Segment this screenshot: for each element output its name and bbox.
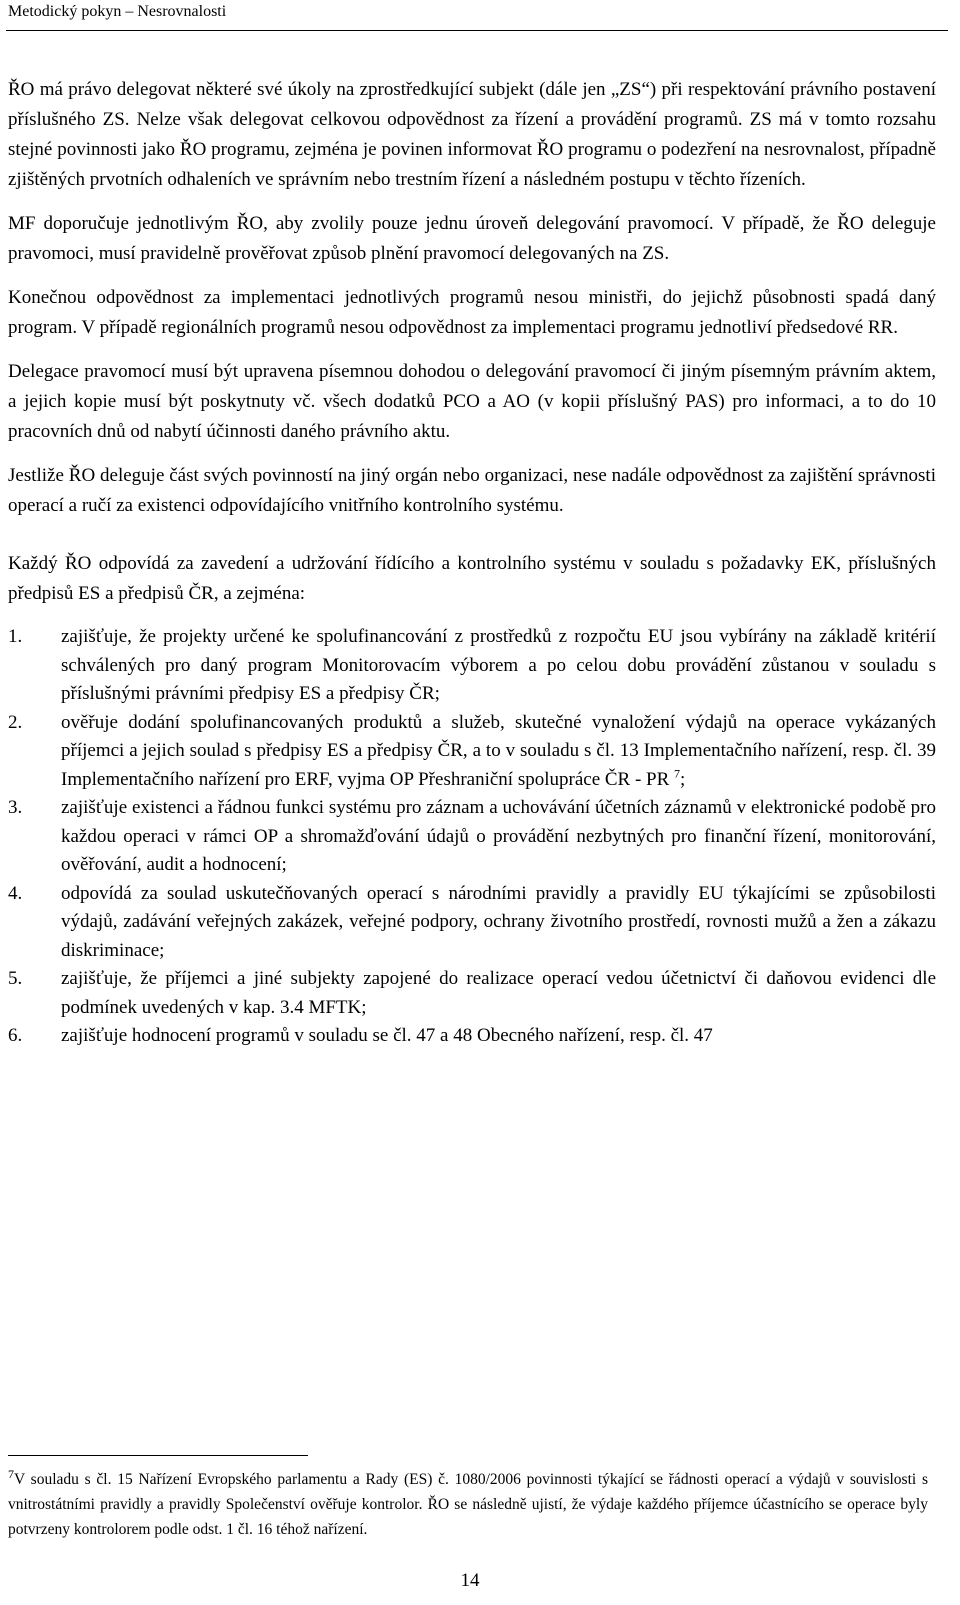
paragraph-final-responsibility: Konečnou odpovědnost za implementaci jednotlivých programů nesou ministři, do jejichž působnosti spadá daný program. V případě regionálních programů nesou odpovědnost za implementaci programu jednotliví předsedové RR.: [8, 287, 936, 338]
list-text: ověřuje dodání spolufinancovaných produktů a služeb, skutečné vynaložení výdajů na operace vykázaných příjemci a jejich soulad s předpisy ES a předpisy ČR, a to v souladu s čl. 13 Implementačního nařízení, resp. čl. 39 Implementačního nařízení pro ERF, vyjma OP Přeshraniční spolupráce ČR - PR: [61, 711, 936, 790]
list-item: [8, 794, 936, 880]
footnote-reference[interactable]: 7: [674, 766, 681, 781]
list-item: [8, 1022, 936, 1051]
footnote-mark: 7: [8, 1466, 14, 1481]
list-text-end: ;: [680, 768, 686, 790]
list-number: 5.: [8, 968, 23, 989]
page-number: 14: [460, 1570, 480, 1591]
footnote-text: V souladu s čl. 15 Nařízení Evropského parlamentu a Rady (ES) č. 1080/2006 povinnosti týkající se řádnosti operací a výdajů v souvislosti s vnitrostátními pravidly a pravidly Společenství ověřuje kontrolor. ŘO se následně ujistí, že výdaje každého příjemce účastnícího se operace byly potvrzeny kontrolorem podle odst. 1 čl. 16 téhož nařízení.: [8, 1471, 928, 1538]
list-item: [8, 623, 936, 709]
footnote: [8, 1467, 928, 1542]
list-item: [8, 965, 936, 1022]
list-number: 4.: [8, 882, 23, 904]
list-text: zajišťuje existenci a řádnou funkci systému pro záznam a uchovávání účetních záznamů v elektronické podobě pro každou operaci v rámci OP a shromažďování údajů o provádění nezbytných pro finanční řízení, monitorování, ověřování, audit a hodnocení;: [61, 797, 936, 875]
responsibility-list: [8, 623, 936, 1051]
paragraph-mf-recommendation: MF doporučuje jednotlivým ŘO, aby zvolily pouze jednu úroveň delegování pravomocí. V případě, že ŘO deleguje pravomoci, musí pravidelně prověřovat způsob plnění pravomocí delegovaných na ZS.: [8, 213, 936, 264]
header-title: Metodický pokyn – Nesrovnalosti: [8, 3, 227, 20]
list-text: zajišťuje, že projekty určené ke spolufinancování z prostředků z rozpočtu EU jsou vybírány na základě kritérií schválených pro daný program Monitorovacím výborem a po celou dobu provádění zůstanou v souladu s příslušnými právními předpisy ES a předpisy ČR;: [61, 626, 936, 704]
list-text: odpovídá za soulad uskutečňovaných operací s národními pravidly a pravidly EU týkajícími se způsobilosti výdajů, zadávání veřejných zakázek, veřejné podpory, ochrany životního prostředí, rovnosti mužů a žen a zákazu diskriminace;: [61, 882, 936, 961]
list-item: [8, 709, 936, 795]
list-number: 6.: [8, 1025, 23, 1046]
paragraph-partial-delegation: Jestliže ŘO deleguje část svých povinností na jiný orgán nebo organizaci, nese nadále odpovědnost za zajištění správnosti operací a ručí za existenci odpovídajícího vnitřního kontrolního systému.: [8, 465, 936, 516]
list-number: 2.: [8, 711, 23, 733]
document-body: [8, 75, 936, 1051]
list-number: 1.: [8, 626, 23, 647]
paragraph-ro-responsibility: Každý ŘO odpovídá za zavedení a udržování řídícího a kontrolního systému v souladu s požadavky EK, příslušných předpisů ES a předpisů ČR, a zejména:: [8, 553, 936, 604]
list-text: zajišťuje hodnocení programů v souladu se čl. 47 a 48 Obecného nařízení, resp. čl. 47: [61, 1025, 713, 1046]
list-number: 3.: [8, 797, 23, 818]
paragraph-delegation-agreement: Delegace pravomocí musí být upravena písemnou dohodou o delegování pravomocí či jiným písemným právním aktem, a jejich kopie musí být poskytnuty vč. všech dodatků PCO a AO (v kopii příslušný PAS) pro informaci, a to do 10 pracovních dnů od nabytí účinnosti daného právního aktu.: [8, 361, 936, 442]
list-item: [8, 880, 936, 966]
page-header: [6, 0, 948, 31]
paragraph-delegation: ŘO má právo delegovat některé své úkoly na zprostředkující subjekt (dále jen „ZS“) při respektování právního postavení příslušného ZS. Nelze však delegovat celkovou odpovědnost za řízení a provádění programů. ZS má v tomto rozsahu stejné povinnosti jako ŘO programu, zejména je povinen informovat ŘO programu o podezření na nesrovnalost, případně zjištěných prvotních odhaleních ve správním nebo trestním řízení a následném postupu v těchto řízeních.: [8, 79, 936, 190]
list-text: zajišťuje, že příjemci a jiné subjekty zapojené do realizace operací vedou účetnictví či daňovou evidenci dle podmínek uvedených v kap. 3.4 MFTK;: [61, 968, 936, 1018]
footnote-separator: [8, 1455, 308, 1456]
